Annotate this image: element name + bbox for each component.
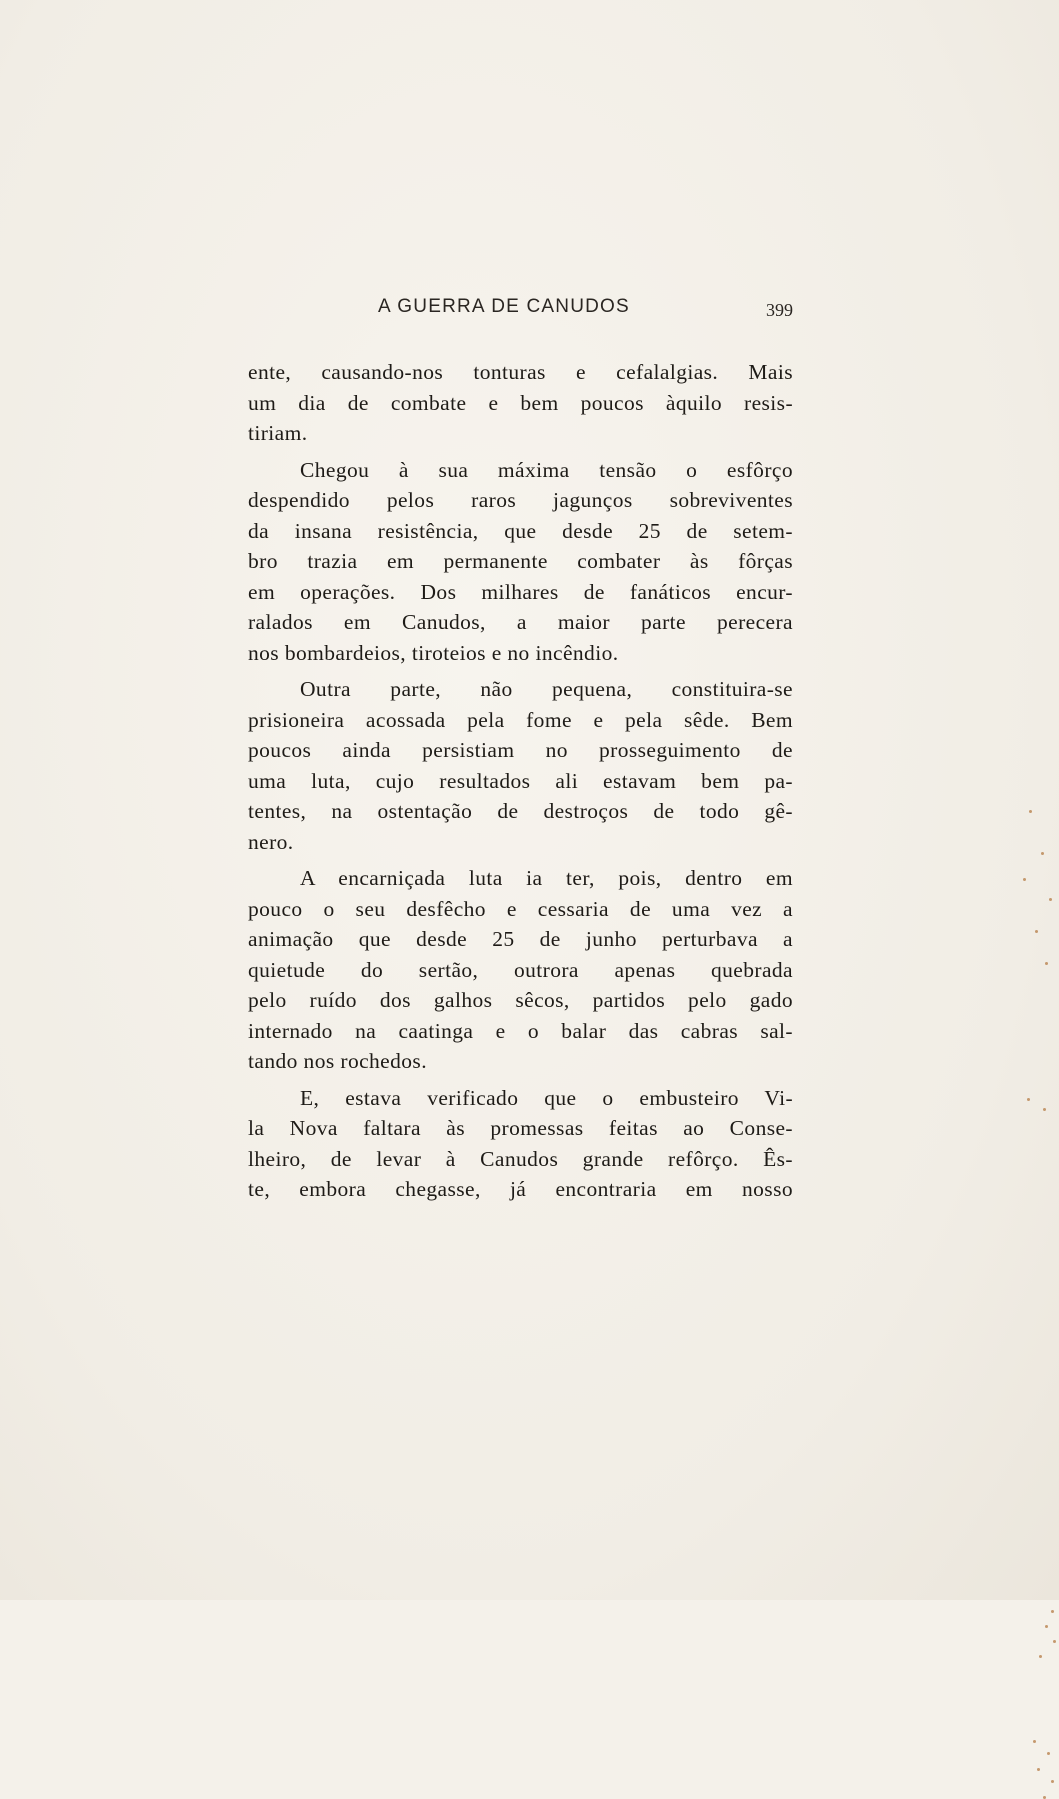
text-line: A encarniçada luta ia ter, pois, dentro em bbox=[300, 866, 793, 890]
foxing-speck bbox=[1029, 810, 1032, 813]
text-line: nero. bbox=[248, 829, 294, 854]
text-line: tando nos rochedos. bbox=[248, 1049, 427, 1073]
text-line: bro trazia em permanente combater às fôrças bbox=[248, 549, 793, 573]
text-line: te, embora chegasse, já encontraria em nosso bbox=[248, 1177, 793, 1201]
foxing-speck bbox=[1039, 1655, 1042, 1658]
foxing-speck bbox=[1027, 1098, 1030, 1101]
running-title: A GUERRA DE CANUDOS bbox=[378, 296, 630, 317]
paragraph-4 bbox=[248, 863, 793, 1077]
text-line: prisioneira acossada pela fome e pela sêde. Bem bbox=[248, 707, 793, 732]
text-line: uma luta, cujo resultados ali estavam bem pa- bbox=[248, 768, 793, 793]
text-line: pouco o seu desfêcho e cessaria de uma vez a bbox=[248, 896, 793, 921]
text-line: pelo ruído dos galhos sêcos, partidos pelo gado bbox=[248, 988, 793, 1012]
foxing-speck bbox=[1051, 1780, 1054, 1783]
foxing-speck bbox=[1051, 1610, 1054, 1613]
text-line: em operações. Dos milhares de fanáticos encur- bbox=[248, 579, 793, 604]
page-number: 399 bbox=[766, 300, 793, 320]
text-line: um dia de combate e bem poucos àquilo resis- bbox=[248, 390, 793, 415]
text-line: nos bombardeios, tiroteios e no incêndio. bbox=[248, 640, 619, 665]
text-line: Chegou à sua máxima tensão o esfôrço bbox=[300, 457, 793, 482]
text-line: despendido pelos raros jagunços sobreviventes bbox=[248, 488, 793, 512]
foxing-speck bbox=[1047, 1752, 1050, 1755]
paragraph-5 bbox=[248, 1083, 793, 1205]
text-line: ralados em Canudos, a maior parte perecera bbox=[248, 610, 793, 634]
text-line: la Nova faltara às promessas feitas ao Conse- bbox=[248, 1116, 793, 1140]
body-text bbox=[248, 357, 793, 1205]
paragraph-1 bbox=[248, 357, 793, 449]
text-line: lheiro, de levar à Canudos grande refôrço. Ês- bbox=[248, 1146, 793, 1171]
paragraph-2 bbox=[248, 455, 793, 669]
foxing-speck bbox=[1049, 898, 1052, 901]
text-line: quietude do sertão, outrora apenas quebrada bbox=[248, 957, 793, 982]
text-line: E, estava verificado que o embusteiro Vi- bbox=[300, 1085, 793, 1110]
page-header bbox=[248, 296, 793, 326]
foxing-speck bbox=[1033, 1740, 1036, 1743]
text-line: da insana resistência, que desde 25 de setem- bbox=[248, 518, 793, 543]
foxing-speck bbox=[1043, 1108, 1046, 1111]
foxing-speck bbox=[1023, 878, 1026, 881]
text-line: animação que desde 25 de junho perturbava a bbox=[248, 927, 793, 951]
paragraph-3 bbox=[248, 674, 793, 857]
foxing-speck bbox=[1053, 1640, 1056, 1643]
foxing-speck bbox=[1035, 930, 1038, 933]
foxing-specks bbox=[999, 780, 1059, 1600]
foxing-speck bbox=[1041, 852, 1044, 855]
foxing-speck bbox=[1045, 962, 1048, 965]
text-line: internado na caatinga e o balar das cabras sal- bbox=[248, 1018, 793, 1043]
text-line: Outra parte, não pequena, constituira-se bbox=[300, 677, 793, 701]
text-line: tentes, na ostentação de destroços de todo gê- bbox=[248, 799, 793, 823]
foxing-speck bbox=[1037, 1768, 1040, 1771]
text-line: poucos ainda persistiam no prosseguimento de bbox=[248, 738, 793, 762]
text-line: ente, causando-nos tonturas e cefalalgias. Mais bbox=[248, 360, 793, 384]
text-line: tiriam. bbox=[248, 421, 308, 445]
foxing-speck bbox=[1045, 1625, 1048, 1628]
